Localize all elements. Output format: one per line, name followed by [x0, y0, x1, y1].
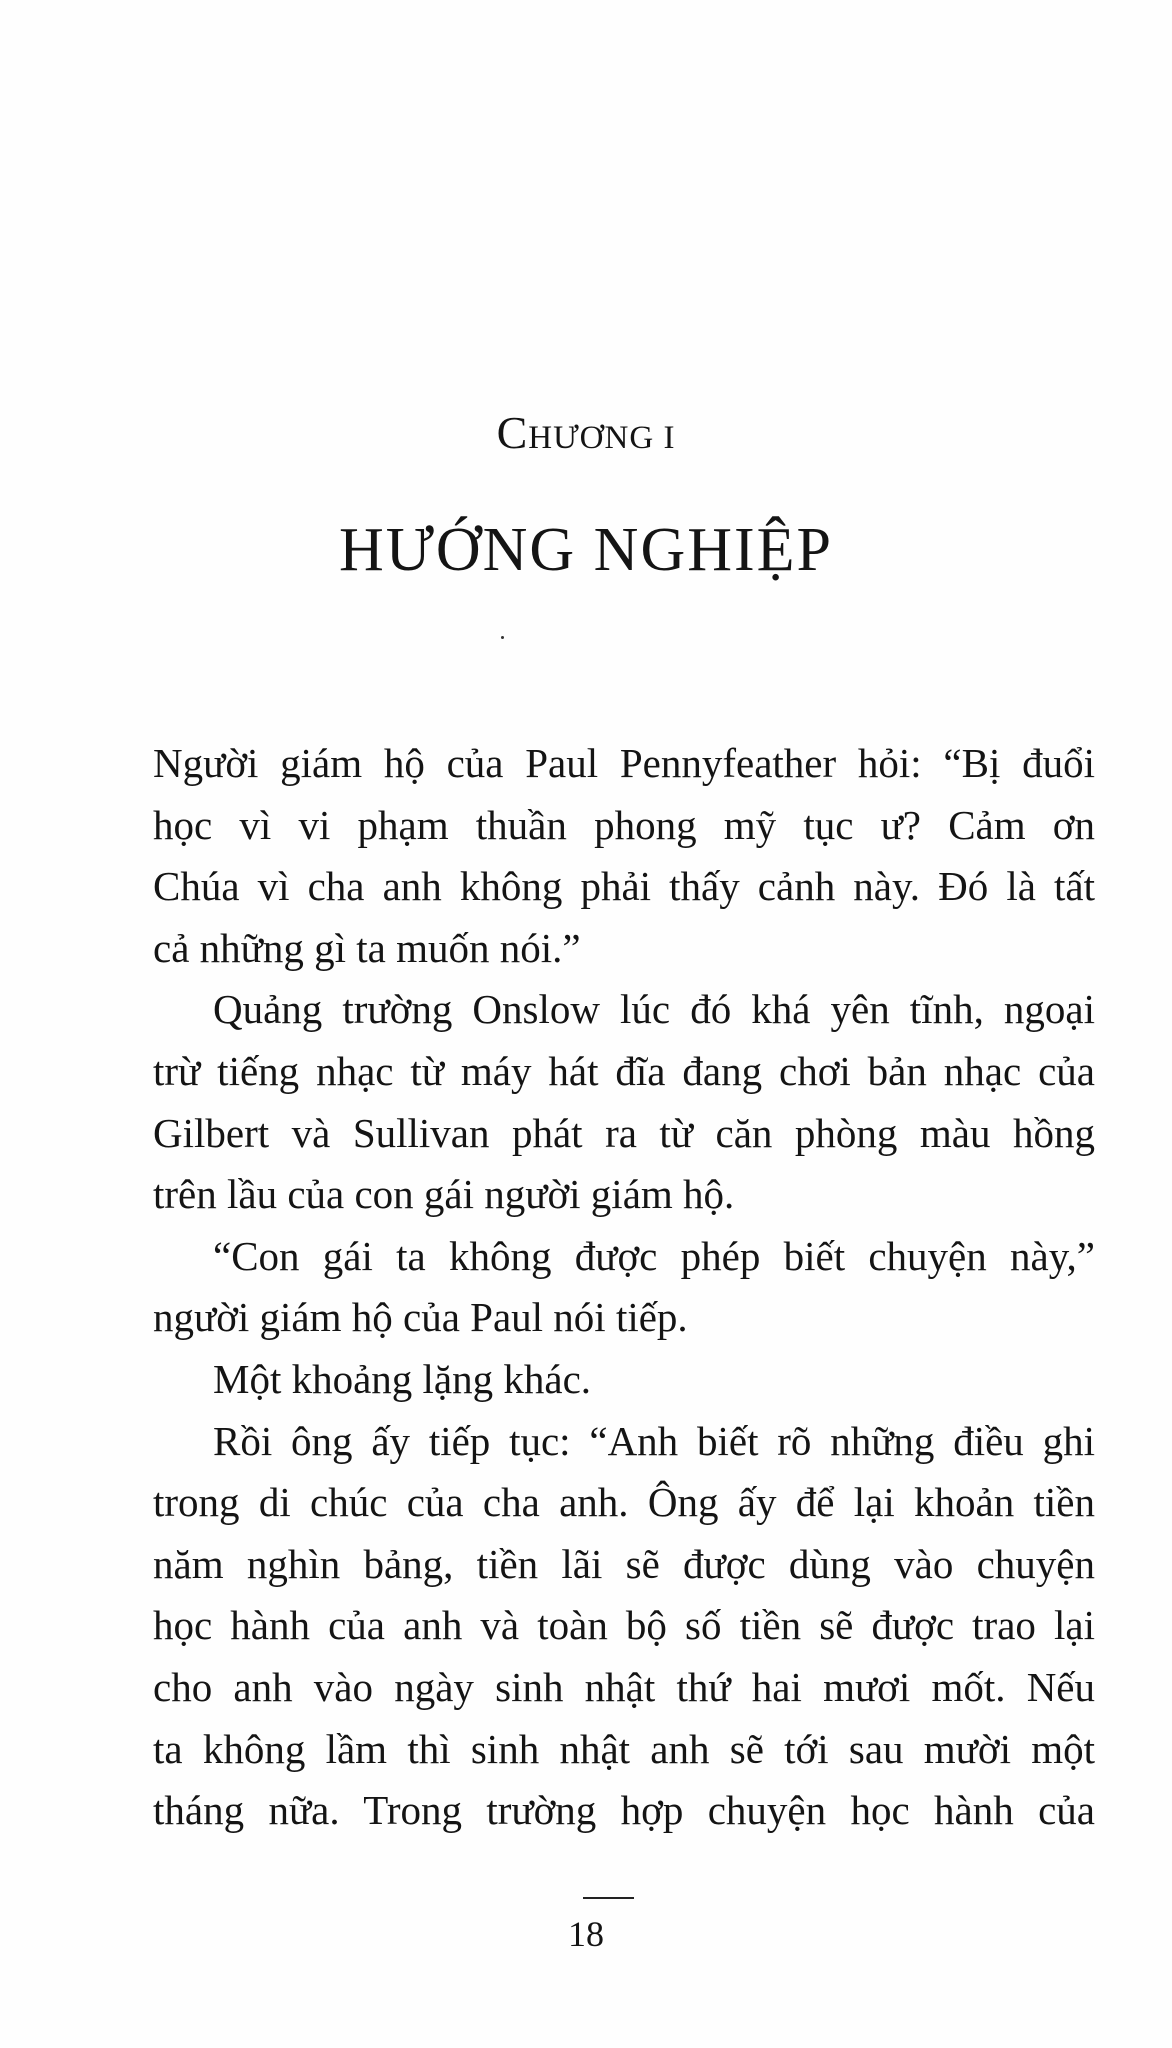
- text-line: Quảng trường Onslow lúc đó khá yên tĩnh, ngoại: [213, 986, 1095, 1033]
- chapter-number: I: [663, 420, 676, 456]
- text-line: trừ tiếng nhạc từ máy hát đĩa đang chơi bản nhạc của: [153, 1047, 1095, 1094]
- text-line: Một khoảng lặng khác.: [213, 1355, 592, 1402]
- text-line: học hành của anh và toàn bộ số tiền sẽ được trao lại: [153, 1602, 1095, 1649]
- text-line: học vì vi phạm thuần phong mỹ tục ư? Cảm ơn: [153, 801, 1095, 848]
- chapter-title: HƯỚNG NGHIỆP: [338, 516, 834, 584]
- text-line: ta không lầm thì sinh nhật anh sẽ tới sau mười một: [153, 1725, 1095, 1772]
- text-line: tháng nữa. Trong trường hợp chuyện học hành của: [153, 1787, 1095, 1834]
- text-line: trong di chúc của cha anh. Ông ấy để lại khoản tiền: [153, 1479, 1095, 1526]
- page-number-rule: [583, 1897, 634, 1899]
- body-text: [153, 735, 1095, 1844]
- chapter-label-initial: C: [496, 407, 529, 458]
- text-line: Người giám hộ của Paul Pennyfeather hỏi: “Bị đuổi: [153, 740, 1095, 786]
- chapter-label: [0, 408, 1172, 463]
- text-line: cả những gì ta muốn nói.”: [153, 924, 581, 971]
- page-number: 18: [568, 1914, 604, 1954]
- chapter-label-rest: HƯƠNG: [528, 420, 655, 456]
- text-line: cho anh vào ngày sinh nhật thứ hai mươi mốt. Nếu: [153, 1663, 1095, 1710]
- print-speck: [501, 636, 504, 639]
- text-line: trên lầu của con gái người giám hộ.: [153, 1171, 735, 1218]
- text-line: Gilbert và Sullivan phát ra từ căn phòng màu hồng: [153, 1109, 1095, 1156]
- text-line: Rồi ông ấy tiếp tục: “Anh biết rõ những điều ghi: [213, 1417, 1095, 1464]
- text-line: “Con gái ta không được phép biết chuyện này,”: [213, 1232, 1095, 1279]
- text-line: người giám hộ của Paul nói tiếp.: [153, 1294, 688, 1341]
- text-line: Chúa vì cha anh không phải thấy cảnh này. Đó là tất: [153, 863, 1095, 910]
- text-line: năm nghìn bảng, tiền lãi sẽ được dùng vào chuyện: [153, 1540, 1095, 1587]
